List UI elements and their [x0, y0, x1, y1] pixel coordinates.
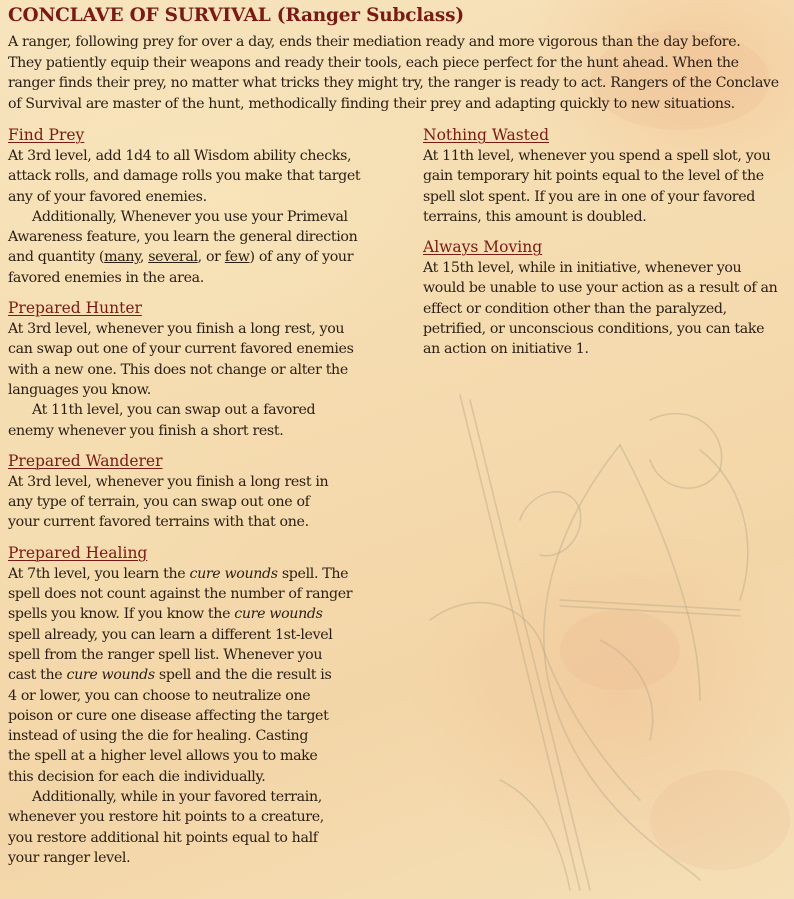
text-line: spell from the ranger spell list. Whenever you [8, 646, 323, 663]
text-fragment: spells you know. If you know the [8, 606, 235, 623]
text-fragment: spell and the die result is [154, 667, 332, 684]
text-line: can swap out one of your current favored enemies [8, 341, 354, 358]
text-line: you restore additional hit points equal to half [8, 829, 318, 846]
text-line: At 15th level, while in initiative, whenever you [423, 260, 742, 277]
text-line: gain temporary hit points equal to the level of the [423, 168, 764, 185]
text-fragment: cast the [8, 667, 67, 684]
spell-name: cure wounds [189, 565, 278, 582]
page-title: CONCLAVE OF SURVIVAL (Ranger Subclass) [8, 5, 464, 26]
section-heading: Prepared Hunter [8, 299, 142, 318]
intro-line: A ranger, following prey for over a day, ends their mediation ready and more vigorous than the day before. [8, 34, 741, 50]
text-line: spell already, you can learn a different 1st-level [8, 626, 333, 643]
text-line: poison or cure one disease affecting the target [8, 707, 329, 724]
text-line: instead of using the die for healing. Casting [8, 728, 309, 745]
text-line: At 3rd level, whenever you finish a long rest in [8, 473, 329, 490]
intro-line: of Survival are master of the hunt, methodically finding their prey and adapting quickly to new situations. [8, 95, 735, 112]
text-fragment: and quantity ( [8, 249, 105, 266]
text-fragment: spell. The [277, 565, 349, 582]
text-line: At 3rd level, add 1d4 to all Wisdom ability checks, [8, 148, 352, 164]
text-line: Additionally, Whenever you use your Primeval [32, 208, 348, 225]
text-fragment: ) of any of your [249, 249, 354, 266]
section-always-moving [423, 236, 793, 359]
section-heading: Prepared Wanderer [8, 451, 163, 470]
section-heading: Find Prey [8, 126, 85, 144]
section-find-prey [8, 124, 408, 288]
text-line [8, 564, 408, 584]
text-line [8, 604, 408, 624]
text-line [8, 247, 408, 267]
intro-paragraph [8, 32, 794, 114]
section-prepared-wanderer [8, 450, 408, 533]
text-line: At 11th level, you can swap out a favored [32, 402, 316, 419]
text-line: this decision for each die individually. [8, 768, 266, 785]
text-line: At 3rd level, whenever you finish a long rest, you [8, 321, 345, 338]
text-fragment: , or [197, 249, 225, 266]
text-line: any type of terrain, you can swap out one of [8, 494, 310, 511]
quantity-few: few [224, 249, 250, 266]
text-line: terrains, this amount is doubled. [423, 208, 647, 225]
text-line: petrified, or unconscious conditions, you can take [423, 321, 765, 338]
text-line: any of your favored enemies. [8, 188, 207, 205]
section-nothing-wasted [423, 124, 793, 227]
text-line: Additionally, while in your favored terrain, [32, 789, 322, 806]
text-fragment: At 7th level, you learn the [8, 565, 190, 582]
section-heading: Always Moving [423, 238, 543, 257]
section-heading: Prepared Healing [8, 543, 148, 562]
text-line: an action on initiative 1. [423, 341, 589, 358]
text-line: your ranger level. [8, 849, 131, 866]
text-line: the spell at a higher level allows you to make [8, 748, 318, 765]
quantity-several: several [148, 249, 198, 266]
section-heading: Nothing Wasted [423, 126, 549, 144]
text-fragment: , [139, 249, 149, 266]
left-column [8, 124, 408, 877]
text-line: languages you know. [8, 381, 151, 398]
quantity-many: many [104, 249, 140, 266]
text-line: spell slot spent. If you are in one of your favored [423, 188, 755, 205]
text-line: spell does not count against the number of ranger [8, 586, 353, 603]
text-line: effect or condition other than the paralyzed, [423, 300, 727, 317]
section-prepared-hunter [8, 297, 408, 441]
spell-name: cure wounds [234, 606, 323, 623]
text-line: would be unable to use your action as a result of an [423, 280, 778, 297]
text-line: whenever you restore hit points to a creature, [8, 809, 324, 826]
text-line: with a new one. This does not change or alter the [8, 361, 348, 378]
intro-line: They patiently equip their weapons and ready their tools, each piece perfect for the hunt ahead. When the [8, 54, 739, 71]
text-line: attack rolls, and damage rolls you make that target [8, 168, 361, 185]
text-line: At 11th level, whenever you spend a spell slot, you [423, 148, 771, 164]
text-line: favored enemies in the area. [8, 269, 204, 286]
right-column [423, 124, 793, 369]
text-line: enemy whenever you finish a short rest. [8, 422, 284, 439]
text-line [8, 665, 408, 685]
text-line: your current favored terrains with that one. [8, 514, 309, 531]
spell-name: cure wounds [66, 667, 155, 684]
text-line: 4 or lower, you can choose to neutralize one [8, 687, 311, 704]
section-prepared-healing [8, 542, 408, 868]
text-line: Awareness feature, you learn the general direction [8, 229, 358, 246]
intro-line: ranger finds their prey, no matter what tricks they might try, the ranger is ready to act. Rangers of the Conclave [8, 75, 779, 91]
